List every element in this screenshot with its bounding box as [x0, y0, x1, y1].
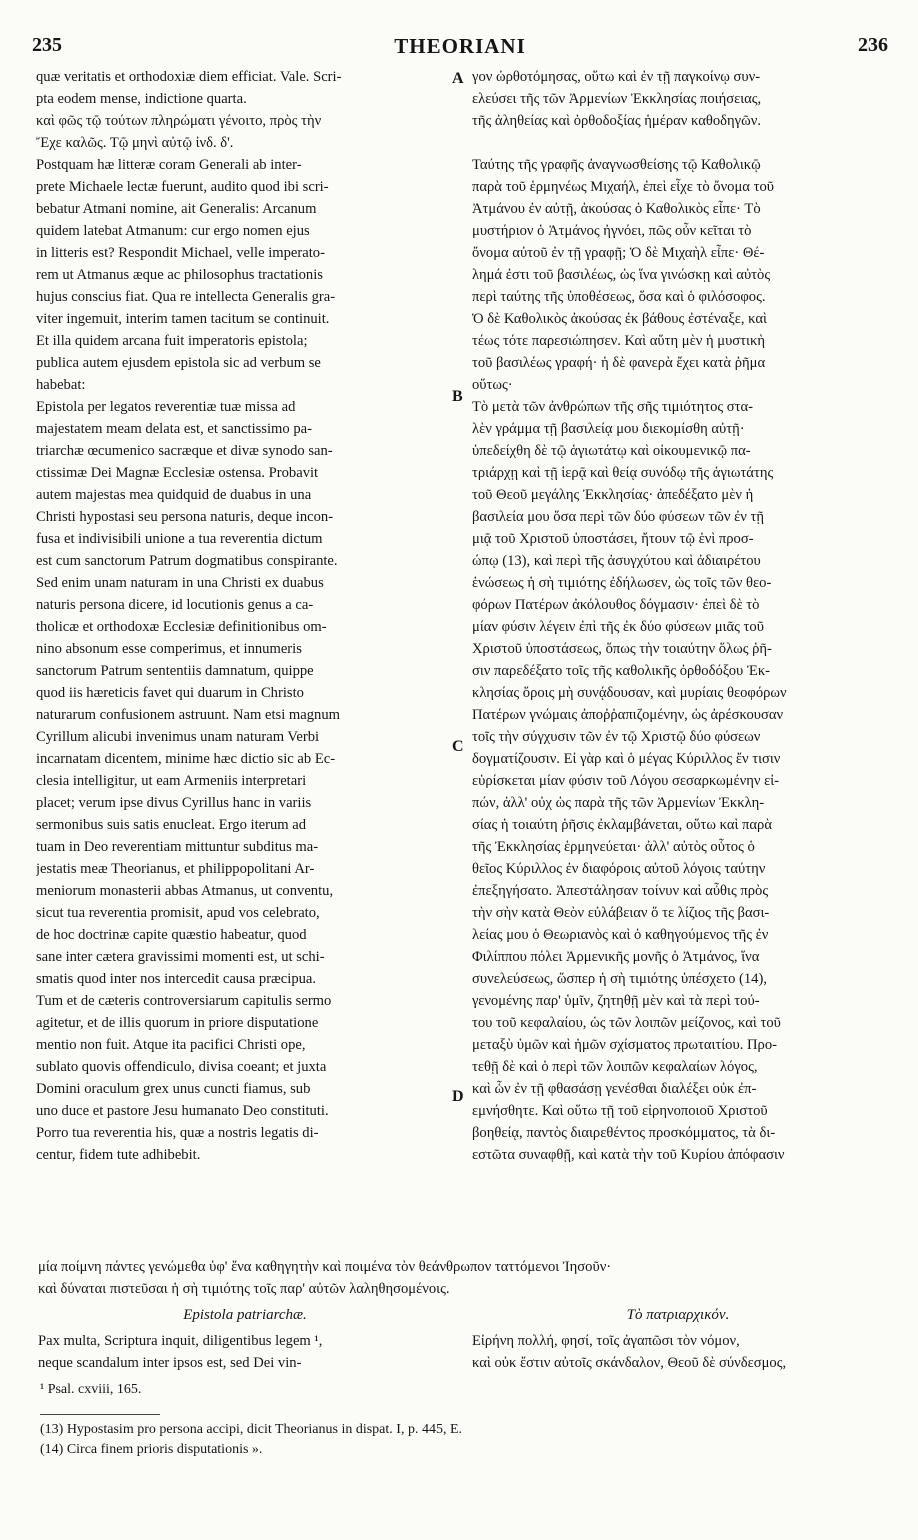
greek-text-line: περὶ ταύτης τῆς ὑποθέσεως, ὅσα καὶ ὁ φιλόσοφος. [472, 289, 766, 305]
greek-text-line: γον ὠρθοτόμησας, οὕτω καὶ ἐν τῇ παγκοίνῳ συν- [472, 69, 761, 85]
latin-text-line: hujus conscius fiat. Qua re intellecta Generalis gra- [36, 289, 336, 305]
greek-text-line: ώπῳ (13), καὶ περὶ τῆς ἀσυγχύτου καὶ ἀδιαιρέτου [472, 553, 761, 569]
bottom-left-line-1: Pax multa, Scriptura inquit, diligentibus legem ¹, [38, 1333, 323, 1349]
latin-text-line: agitetur, et de illis quorum in priore disputatione [36, 1015, 319, 1031]
greek-text-line: Τὸ μετὰ τῶν ἀνθρώπων τῆς σῆς τιμιότητος στα- [472, 399, 754, 415]
greek-text-line: εὑρίσκεται μίαν φύσιν τοῦ Λόγου σεσαρκωμένην εἰ- [472, 773, 780, 789]
latin-text-line: rem ut Atmanus æque ac philosophus tractationis [36, 267, 323, 283]
greek-text-line: λείας μου ὁ Θεωριανὸς καὶ ὁ καθηγούμενος τῆς ἐν [472, 927, 769, 943]
latin-text-line: prete Michaele lectæ fuerunt, audito quod ibi scri- [36, 179, 329, 195]
latin-text-line: smatis quod inter nos intercedit causa præcipua. [36, 971, 317, 987]
latin-text-line: nino absonum esse comperimus, et innumeris [36, 641, 302, 657]
greek-text-line: βοηθείᾳ, παντὸς διαιρεθέντος προσκόμματος, τὰ δι- [472, 1125, 776, 1141]
latin-text-line: viter ingemuit, interim tamen tacitum se continuit. [36, 311, 330, 327]
latin-text-line: in litteris est? Respondit Michael, velle imperato- [36, 245, 325, 261]
greek-text-line: τῆς ἀληθείας καὶ ὀρθοδοξίας ἡμέραν καθοδηγῶν. [472, 113, 761, 129]
epistola-patriarchae-title: Epistola patriarchæ. [183, 1307, 307, 1323]
greek-text-line: οὕτως· [472, 377, 513, 393]
latin-text-line: Tum et de cæteris controversiarum capitulis sermo [36, 993, 332, 1009]
latin-text-line: mentio non fuit. Atque ita pacifici Christi ope, [36, 1037, 306, 1053]
page-number-right: 236 [858, 34, 888, 56]
greek-text-line: λὲν γράμμα τῇ βασιλείᾳ μου διεκομίσθη αὐτῇ· [472, 421, 745, 437]
running-title: THEORIANI [394, 34, 526, 58]
greek-text-line: τῆς Ἐκκλησίας ἑρμηνεύεται· ἀλλ' αὐτὸς οὗτος ὁ [472, 839, 755, 855]
latin-text-line: Porro tua reverentia his, quæ a nostris legatis di- [36, 1125, 319, 1141]
latin-text-line: quæ veritatis et orthodoxiæ diem efficiat. Vale. Scri- [36, 69, 342, 85]
margin-letter-d: D [452, 1088, 464, 1105]
bottom-left-line-2: neque scandalum inter ipsos est, sed Dei vin- [38, 1355, 302, 1371]
greek-text-line: Πατέρων γνώμαις ἀποῤῥαπιζομένην, ὡς ἀρέσκουσαν [472, 707, 784, 723]
greek-text-line: ὄνομα αὐτοῦ ἐν τῇ γραφῇ; Ὁ δὲ Μιχαὴλ εἶπε· Θέ- [472, 245, 765, 261]
latin-text-line: Epistola per legatos reverentiæ tuæ missa ad [36, 399, 296, 415]
greek-text-line: σιν παρεδέξατο τοῖς τῆς καθολικῆς ὀρθοδόξου Ἐκ- [472, 663, 771, 679]
latin-text-line: sanctorum Patrum sententiis damnatum, quippe [36, 663, 314, 679]
latin-text-line: clesia intelligitur, ut eam Armeniis interpretari [36, 773, 307, 789]
greek-text-line: κλησίας ὅροις μὴ συνᾴδουσαν, καὶ μυρίαις θεοφόρων [472, 685, 787, 701]
greek-text-line: θεῖος Κύριλλος ἐν διαφόροις αὐτοῦ λόγοις ταύτην [472, 861, 766, 877]
latin-text-line: Domini oraculum grex unus cuncti fiamus, sub [36, 1081, 311, 1097]
page-header [32, 34, 888, 62]
greek-text-line: μυστήριον ὁ Ἀτμάνος ἠγνόει, πῶς οὖν κεῖται τὸ [472, 223, 752, 239]
latin-text-line: meniorum monasterii abbas Atmanus, ut conventu, [36, 883, 334, 899]
latin-text-line: centur, fidem tute adhibebit. [36, 1147, 201, 1163]
greek-text-line: Φιλίππου πόλει Ἀρμενικῆς μονῆς ὁ Ἀτμάνος, ἵνα [472, 949, 760, 965]
greek-text-line: συνελεύσεως, ὥσπερ ἡ σὴ τιμιότης ὑπέσχετο (14), [472, 971, 767, 987]
full-width-line-2: καὶ δύναται πιστεῦσαι ἡ σὴ τιμιότης τοῖς παρ' αὐτῶν λαληθησομένοις. [38, 1281, 450, 1297]
greek-text-line: Ὁ δὲ Καθολικὸς ἀκούσας ἐκ βάθους ἐστέναξε, καὶ [472, 311, 767, 327]
latin-text-line: jestatis meæ Theorianus, et philippopolitani Ar- [36, 861, 315, 877]
greek-text-line: ἐπεξηγήσατο. Ἀπεστάλησαν τοίνυν καὶ αὖθις πρὸς [472, 883, 769, 899]
latin-text-line: naturis persona dicere, id locutionis genus a ca- [36, 597, 314, 613]
greek-text-line: Ταύτης τῆς γραφῆς ἀναγνωσθείσης τῷ Καθολικῷ [472, 157, 761, 173]
latin-text-line: Ἔχε καλῶς. Τῷ μηνὶ αὐτῷ ἰνδ. δ'. [36, 135, 234, 151]
greek-text-line: εστῶτα συναφθῇ, καὶ κατὰ τὴν τοῦ Κυρίου ἀπόφασιν [472, 1147, 785, 1163]
latin-text-line: tuam in Deo reverentiam mittuntur subditus ma- [36, 839, 319, 855]
footnote-14: (14) Circa finem prioris disputationis ». [40, 1442, 263, 1457]
latin-text-line: est cum sanctorum Patrum dogmatibus conspirante. [36, 553, 338, 569]
footnote-1: ¹ Psal. cxviii, 165. [40, 1382, 142, 1397]
latin-text-line: sublato quovis offendiculo, divisa coeant; et juxta [36, 1059, 327, 1075]
greek-text-line: παρὰ τοῦ ἑρμηνέως Μιχαήλ, ἐπεὶ εἶχε τὸ ὄνομα τοῦ [472, 179, 774, 195]
latin-text-line: Christi hypostasi seu persona naturis, deque incon- [36, 509, 334, 525]
greek-text-line: φόρων Πατέρων ἀκόλουθος δόγμασιν· ἐπεὶ δὲ τὸ [472, 597, 760, 613]
margin-letter-a: A [452, 70, 464, 87]
latin-text-line: sane inter cætera gravissimi momenti est, ut schi- [36, 949, 325, 965]
latin-text-line: καὶ φῶς τῷ τούτων πληρώματι γένοιτο, πρὸς τὴν [36, 113, 322, 129]
greek-text-line: μεταξὺ ὑμῶν καὶ ἡμῶν σχίσματος πρωταιτίου. Προ- [472, 1037, 777, 1053]
latin-text-line: ctissimæ Dei Magnæ Ecclesiæ ostensa. Probavit [36, 465, 319, 481]
margin-letter-b: B [452, 388, 463, 405]
bottom-right-line-1: Εἰρήνη πολλή, φησί, τοῖς ἀγαπῶσι τὸν νόμον, [472, 1333, 740, 1349]
greek-text-line: δογματίζουσιν. Εἰ γὰρ καὶ ὁ μέγας Κύριλλος ἔν τισιν [472, 751, 781, 767]
latin-text-line: de hoc doctrinæ capite quæstio habeatur, quod [36, 927, 307, 943]
greek-text-line: λημά ἐστι τοῦ βασιλέως, ὡς ἵνα γινώσκῃ καὶ αὐτὸς [472, 267, 771, 283]
greek-text-line: του τοῦ κεφαλαίου, ὡς τῶν λοιπῶν μείζονος, καὶ τοῦ [472, 1015, 781, 1031]
greek-text-line: τὴν σὴν κατὰ Θεὸν εὐλάβειαν ὅ τε λίζιος τῆς βασι- [472, 905, 770, 921]
greek-text-line: πών, ἀλλ' οὐχ ὡς παρὰ τῆς τῶν Ἀρμενίων Ἐκκλη- [472, 795, 765, 811]
latin-text-line: uno duce et pastore Jesu humanato Deo constituti. [36, 1103, 329, 1119]
latin-text-line: quod iis hæreticis favet qui duarum in Christo [36, 685, 304, 701]
latin-text-line: habebat: [36, 377, 86, 393]
greek-text-line: τριάρχῃ καὶ τῇ ἱερᾷ καὶ θείᾳ συνόδῳ τῆς ἁγιωτάτης [472, 465, 774, 481]
greek-text-line [472, 132, 884, 154]
bottom-right-line-2: καὶ οὐκ ἔστιν αὐτοῖς σκάνδαλον, Θεοῦ δὲ σύνδεσμος, [472, 1355, 787, 1371]
latin-text-line: autem majestas mea quidquid de duabus in una [36, 487, 312, 503]
greek-text-line: τοῖς τὴν σύγχυσιν τῶν ἐν τῷ Χριστῷ δύο φύσεων [472, 729, 761, 745]
greek-text-line: τεθῇ δὲ καὶ ὁ περὶ τῶν λοιπῶν κεφαλαίων λόγος, [472, 1059, 758, 1075]
latin-text-line: sermonibus suis satis enucleat. Ergo iterum ad [36, 817, 307, 833]
latin-text-line: sicut tua reverentia promisit, apud vos celebrato, [36, 905, 320, 921]
patriarchikon-title: Τὸ πατριαρχικόν. [626, 1307, 730, 1323]
greek-text-line: μίαν φύσιν λέγειν ἐπὶ τῆς ἐκ δύο φύσεων μιᾶς τοῦ [472, 619, 764, 635]
greek-text-line: μιᾷ τοῦ Χριστοῦ ὑποστάσει, ἤτουν τῷ ἑνὶ προσ- [472, 531, 754, 547]
latin-text-line: publica autem ejusdem epistola sic ad verbum se [36, 355, 321, 371]
greek-text-line: εμνήσθητε. Καὶ οὕτω τῇ τοῦ εἰρηνοποιοῦ Χριστοῦ [472, 1103, 768, 1119]
greek-text-line: ὑπεδείχθη δὲ τῷ ἁγιωτάτῳ καὶ οἰκουμενικῷ πα- [472, 443, 751, 459]
latin-text-line: fusa et indivisibili unione a tua reverentia dictum [36, 531, 323, 547]
latin-text-line: triarchæ œcumenico sacræque et divæ synodo san- [36, 443, 333, 459]
greek-text-line: ἑνώσεως ἡ σὴ τιμιότης ἐδήλωσεν, ὡς τοῖς τῶν θεο- [472, 575, 772, 591]
greek-text-line: σίας ἡ τοιαύτη ῥῆσις ἐκλαμβάνεται, οὕτω καὶ παρὰ [472, 817, 772, 833]
latin-text-line: Sed enim unam naturam in una Christi ex duabus [36, 575, 324, 591]
latin-text-line: majestatem meam delata est, et sanctissimo pa- [36, 421, 312, 437]
latin-text-line: pta eodem mense, indictione quarta. [36, 91, 247, 107]
latin-text-line: placet; verum ipse divus Cyrillus hanc in variis [36, 795, 312, 811]
greek-text-line: ελεύσει τῆς τῶν Ἀρμενίων Ἐκκλησίας ποιήσειας, [472, 91, 762, 107]
latin-text-line: incarnatam dicentem, minime hæc dictio sic ab Ec- [36, 751, 336, 767]
latin-text-line: bebatur Atmani nomine, ait Generalis: Arcanum [36, 201, 317, 217]
greek-text-line: βασιλεία μου ὅσα περὶ τῶν δύο φύσεων τῶν ἐν τῇ [472, 509, 764, 525]
greek-text-line: Ἀτμάνου ἐν αὐτῇ, ἀκούσας ὁ Καθολικὸς εἶπε· Τὸ [472, 201, 761, 217]
greek-text-line: Χριστοῦ ὑποστάσεως, ὅπως τὴν τοιαύτην ὅλως ῥῆ- [472, 641, 772, 657]
greek-text-line: τοῦ Θεοῦ μεγάλης Ἐκκλησίας· ἀπεδέξατο μὲν ἡ [472, 487, 754, 503]
latin-text-line: Et illa quidem arcana fuit imperatoris epistola; [36, 333, 308, 349]
footnote-13: (13) Hypostasim pro persona accipi, dicit Theorianus in dispat. I, p. 445, E. [40, 1422, 462, 1437]
latin-text-line: Postquam hæ litteræ coram Generali ab inter- [36, 157, 302, 173]
full-width-line-1: μία ποίμνη πάντες γενώμεθα ὑφ' ἕνα καθηγητὴν καὶ ποιμένα τὸν θεάνθρωπον ταττόμενοι Ἰησοῦν· [38, 1259, 612, 1275]
margin-letter-c: C [452, 738, 464, 755]
greek-text-line: γενομένης παρ' ὑμῖν, ζητηθῇ μὲν καὶ τὰ περὶ τού- [472, 993, 760, 1009]
latin-text-line: Cyrillum alicubi invenimus unam naturam Verbi [36, 729, 320, 745]
latin-text-line: naturarum confusionem astruunt. Nam etsi magnum [36, 707, 340, 723]
greek-text-line: καὶ ὧν ἐν τῇ φθασάσῃ γενέσθαι διαλέξει οὐκ ἐπ- [472, 1081, 757, 1097]
footnote-rule [40, 1414, 160, 1415]
latin-text-line: quidem latebat Atmanum: cur ergo nomen ejus [36, 223, 310, 239]
page-number-left: 235 [32, 34, 62, 56]
greek-text-line: τοῦ βασιλέως γραφή· ἡ δὲ φανερὰ ἔχει κατὰ ῥῆμα [472, 355, 766, 371]
greek-text-line: τέως τότε παρεσιώπησεν. Καὶ αὕτη μὲν ἡ μυστικὴ [472, 333, 765, 349]
latin-text-line: tholicæ et orthodoxæ Ecclesiæ definitionibus om- [36, 619, 327, 635]
